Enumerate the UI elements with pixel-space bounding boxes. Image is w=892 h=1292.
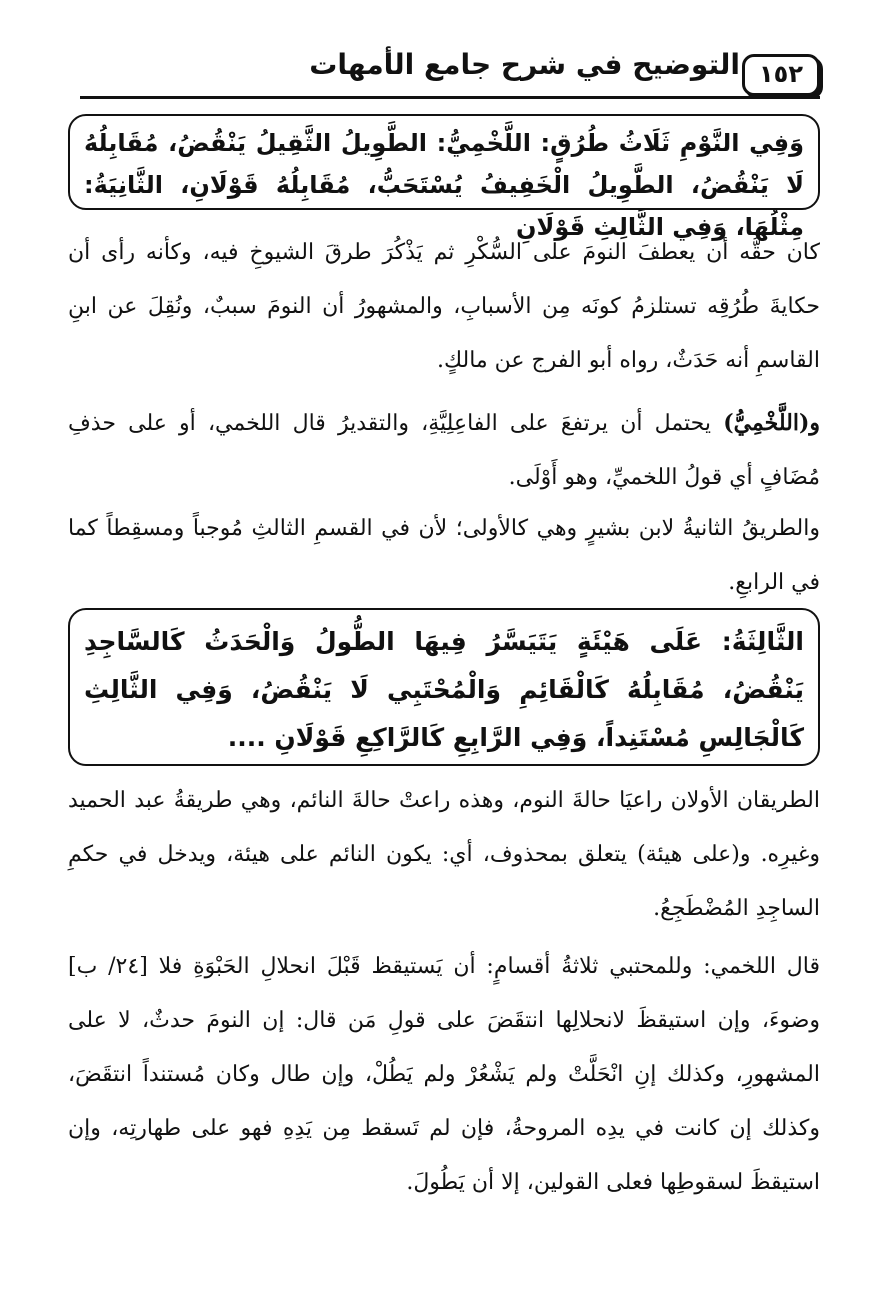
paragraph-text: كان حقُّه أن يعطفَ النومَ على السُّكْرِ ثم يَذْكُرَ طرقَ الشيوخِ فيه، وكأنه رأى أن حكايةَ طُرُقِه تستلزمُ كونَه مِن الأسبابِ، والمشهورُ أن النومَ سببٌ، ونُقِلَ عن ابنِ القاسمِ أنه حَدَثٌ، رواه أبو الفرج عن مالكٍ. [68, 240, 820, 373]
commentary-paragraph-5 [68, 940, 820, 1210]
header-rule [80, 96, 820, 99]
matn-box-third-way [68, 608, 820, 766]
paragraph-text: قال اللخمي: وللمحتبي ثلاثةُ أقسامٍ: أن يَستيقظ قَبْلَ انحلالِ الحَبْوَةِ فلا [٢٤/ ب] وضوءَ، وإن استيقظَ لانحلالِها انتقَضَ على قولِ مَن قال: إن النومَ حدثٌ، لا على المشهورِ، وكذلك إنِ انْحَلَّتْ ولم يَشْعُرْ ولم يَطُلْ، وإن طال وكان مُستنداً انتقَضَ، وكذلك إن كانت في يدِه المروحةُ، فإن لم تَسقط مِن يَدِهِ فهو على طهارتِه، وإن استيقظَ لسقوطِها فعلى القولين، إلا أن يَطُولَ. [68, 954, 820, 1195]
paragraph-text: والطريقُ الثانيةُ لابن بشيرٍ وهي كالأولى؛ لأن في القسمِ الثالثِ مُوجباً ومسقِطاً كما في الرابعِ. [68, 516, 820, 595]
matn-box-sleep [68, 114, 820, 241]
commentary-paragraph-3 [68, 502, 820, 610]
commentary-paragraph-4 [68, 774, 820, 936]
paragraph-text: الطريقان الأولان راعيَا حالةَ النوم، وهذه راعتْ حالةَ النائم، وهي طريقةُ عبد الحميد وغيرِه. و(على هيئة) يتعلق بمحذوف، أي: يكون النائم على هيئة، ويدخل في حكمِ الساجِدِ المُضْطَجِعُ. [68, 788, 820, 921]
matn-text: وَفِي النَّوْمِ ثَلَاثُ طُرُقٍ: اللَّخْمِيُّ: الطَّوِيلُ الثَّقِيلُ يَنْقُضُ، مُقَابِلُهُ لَا يَنْقُضُ، الطَّوِيلُ الْخَفِيفُ يُسْتَحَبُّ، مُقَابِلُهُ قَوْلَانِ، الثَّانِيَةُ: مِثْلُهَا، وَفِي الثَّالِثِ قَوْلَانِ [84, 129, 804, 241]
paragraph-text: يحتمل أن يرتفعَ على الفاعِلِيَّةِ، والتقديرُ قال اللخمي، أو على حذفِ مُضَافٍ أي قولُ اللخميِّ، وهو أَوْلَى. [68, 411, 820, 490]
page-header [80, 40, 820, 98]
commentary-paragraph-1 [68, 226, 820, 388]
matn-text: الثَّالِثَةُ: عَلَى هَيْئَةٍ يَتَيَسَّرُ فِيهَا الطُّولُ وَالْحَدَثُ كَالسَّاجِدِ يَنْقُضُ، مُقَابِلُهُ كَالْقَائِمِ وَالْمُحْتَبِي لَا يَنْقُضُ، وَفِي الثَّالِثِ كَالْجَالِسِ مُسْتَنِداً، وَفِي الرَّابِعِ كَالرَّاكِعِ قَوْلَانِ .... [84, 627, 804, 752]
commentary-paragraph-2 [68, 396, 820, 505]
paragraph-lead: و(اللَّخْمِيُّ) [723, 410, 820, 436]
running-title: التوضيح في شرح جامع الأمهات [309, 48, 740, 81]
page-number-badge: ١٥٢ [742, 54, 820, 96]
